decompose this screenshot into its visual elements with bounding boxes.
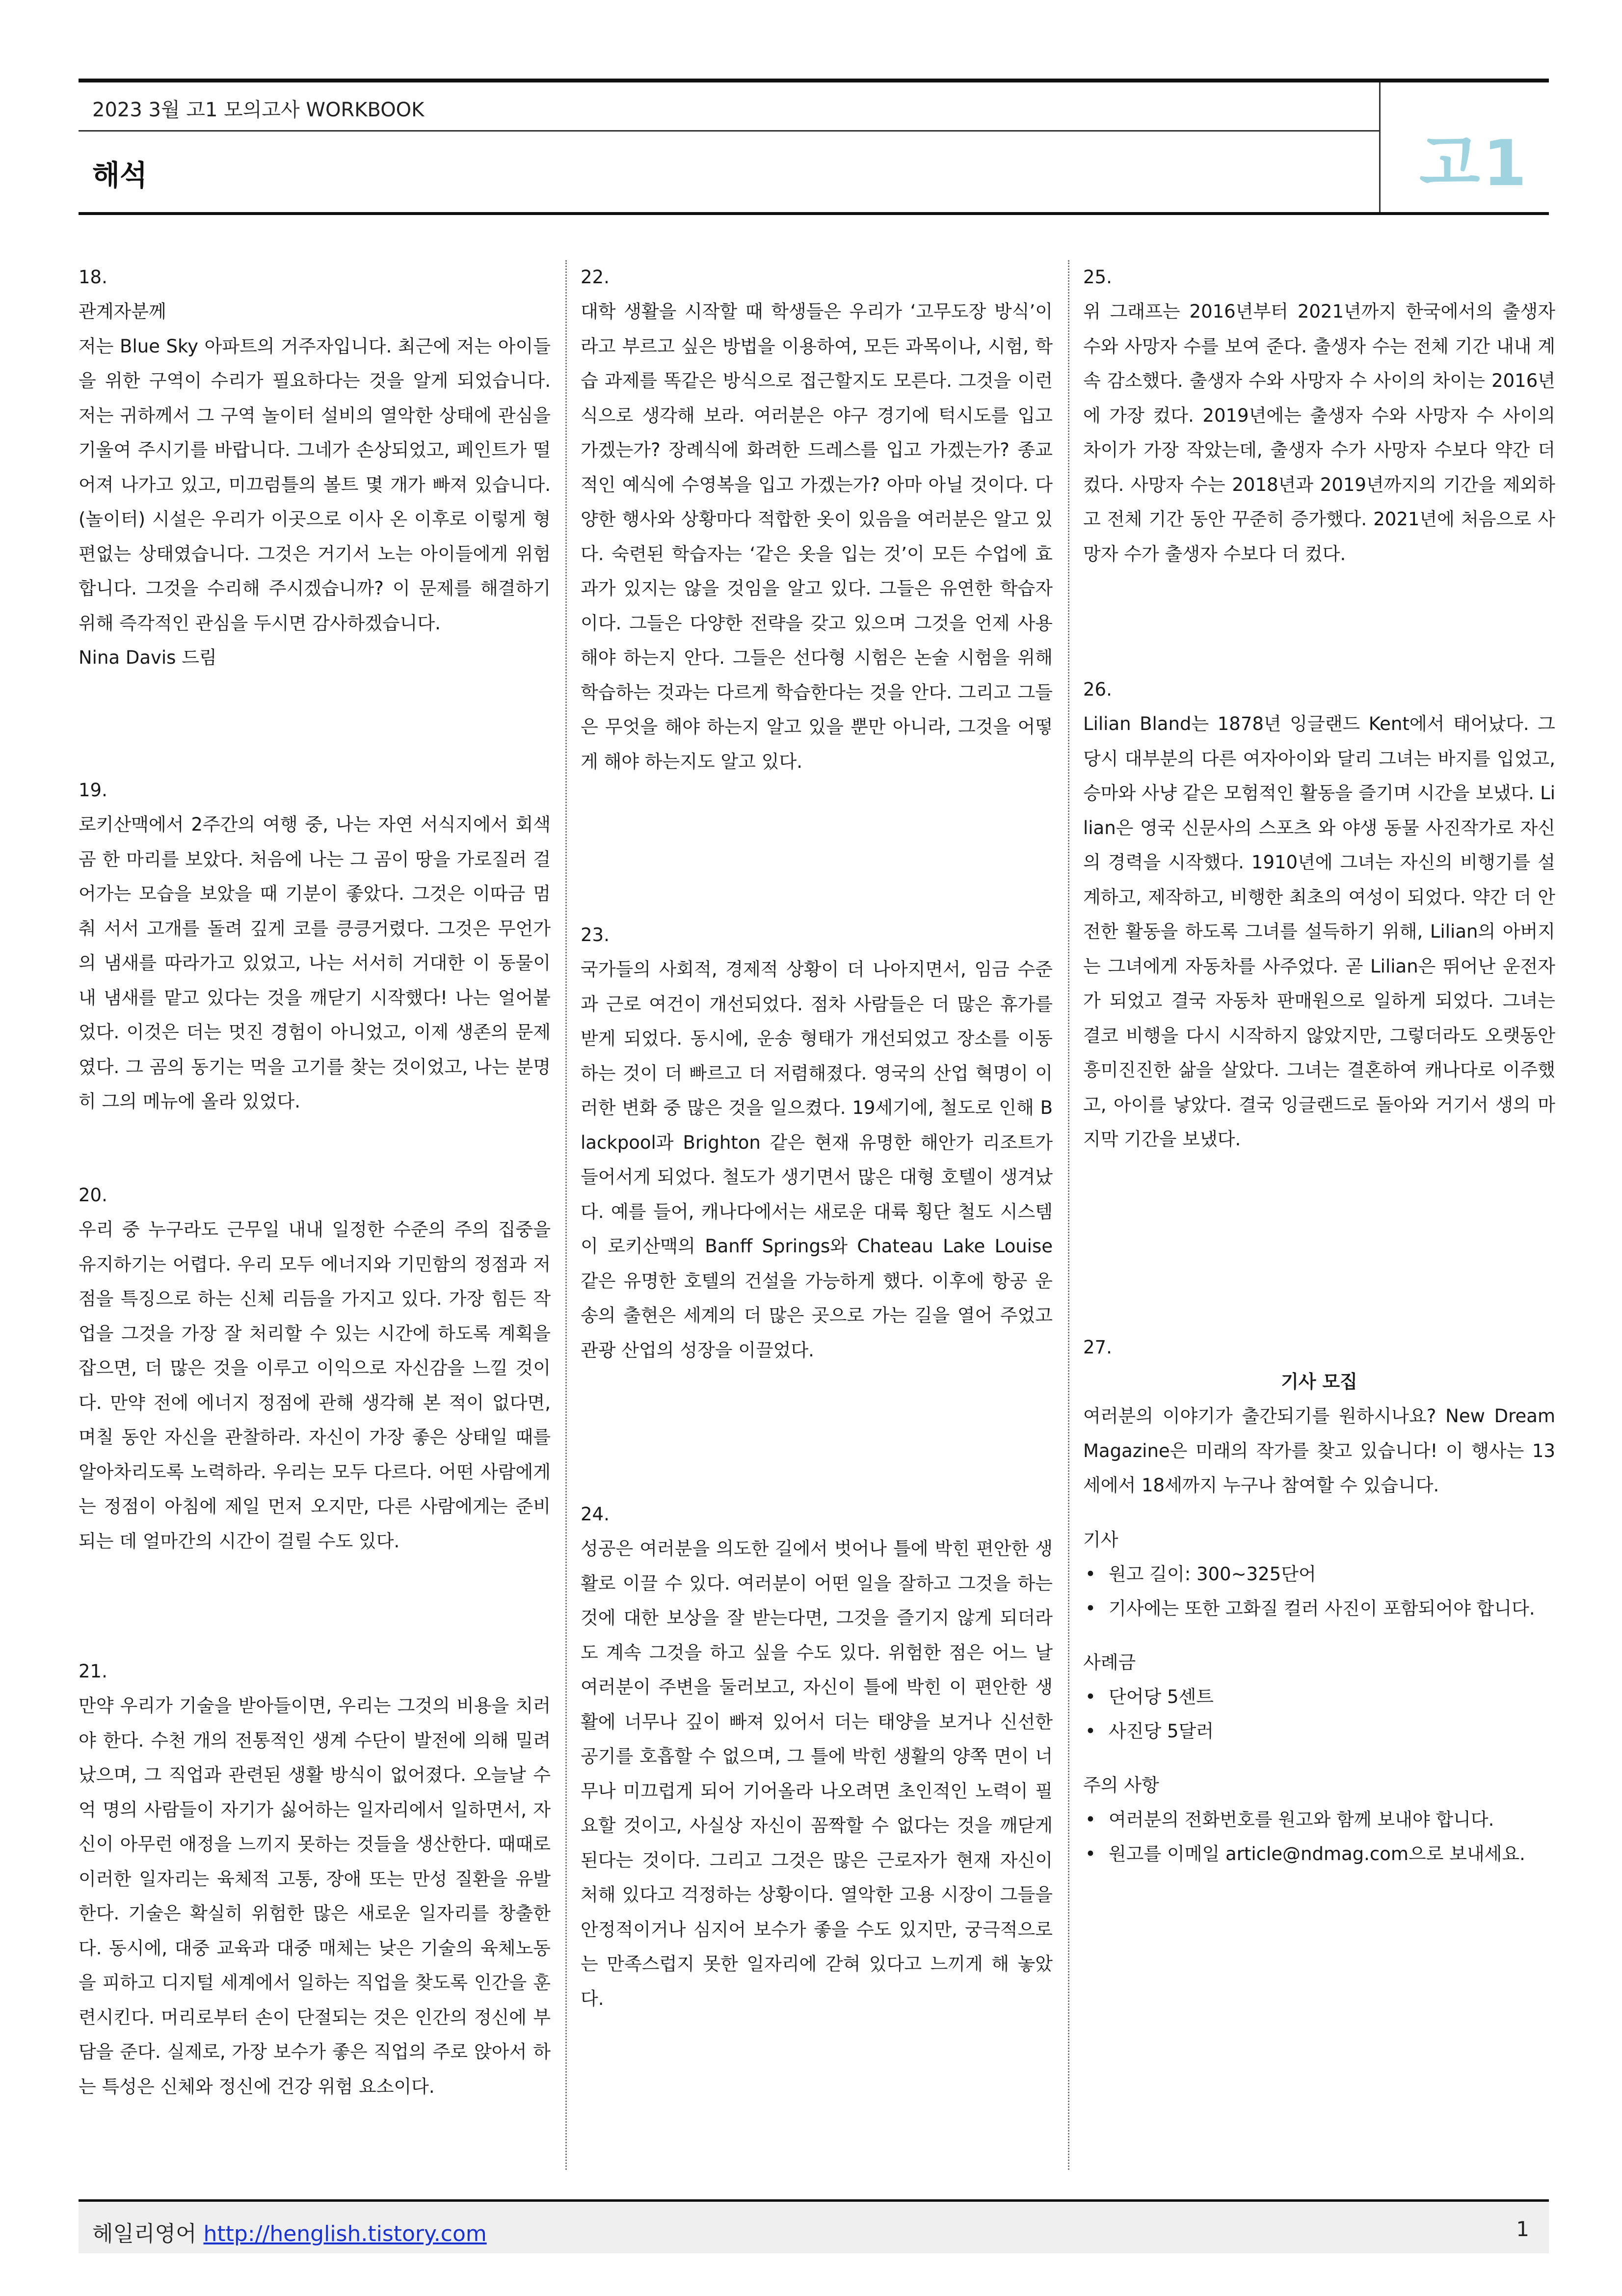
question-18	[79, 260, 551, 675]
bullet-icon: •	[1085, 1597, 1096, 1619]
question-number: 25.	[1083, 267, 1112, 288]
question-number: 24.	[581, 1504, 610, 1525]
question-text: 위 그래프는 2016년부터 2021년까지 한국에서의 출생자 수와 사망자 수를 보여 준다. 출생자 수는 전체 기간 내내 계속 감소했다. 출생자 수와 사망자 수 사이의 차이는 2016년에 가장 컸다. 2019년에는 출생자 수와 사망자 수 사이의 차이가 가장 작았는데, 출생자 수가 사망자 수보다 약간 더 컸다. 사망자 수는 2018년과 2019년까지의 기간을 제외하고 전체 기간 동안 꾸준히 증가했다. 2021년에 처음으로 사망자 수가 출생자 수보다 더 컸다.	[1083, 301, 1555, 565]
question-24	[581, 1497, 1053, 2016]
bullet-icon: •	[1085, 1843, 1096, 1864]
list-item: • 여러분의 전화번호를 원고와 함께 보내야 합니다.	[1083, 1803, 1555, 1837]
question-text: 국가들의 사회적, 경제적 상황이 더 나아지면서, 임금 수준과 근로 여건이 개선되었다. 점차 사람들은 더 많은 휴가를 받게 되었다. 동시에, 운송 형태가 개선되었고 장소를 이동하는 것이 더 빠르고 더 저렴해졌다. 영국의 산업 혁명이 이러한 변화 중 많은 것을 일으켰다. 19세기에, 철도로 인해 Blackpool과 Brighton 같은 현재 유명한 해안가 리조트가 들어서게 되었다. 철도가 생기면서 많은 대형 호텔이 생겨났다. 예를 들어, 캐나다에서는 새로운 대륙 횡단 철도 시스템이 로키산맥의 Banff Springs와 Chateau Lake Louise 같은 유명한 호텔의 건설을 가능하게 했다. 이후에 항공 운송의 출현은 세계의 더 많은 곳으로 가는 길을 열어 주었고 관광 산업의 성장을 이끌었다.	[581, 959, 1053, 1361]
salutation: 관계자분께	[79, 301, 166, 322]
bullet-icon: •	[1085, 1720, 1096, 1742]
column-divider-2	[1068, 260, 1069, 2170]
question-21	[79, 1654, 551, 2104]
page-footer	[79, 2199, 1549, 2253]
question-number: 18.	[79, 267, 107, 288]
list-item: • 원고 길이: 300~325단어	[1083, 1557, 1555, 1592]
question-26	[1083, 673, 1555, 1157]
section-title-payment: 사례금	[1083, 1651, 1136, 1673]
notes-list	[1083, 1803, 1555, 1871]
payment-list	[1083, 1680, 1555, 1749]
question-text	[79, 295, 551, 675]
header-top-rule	[79, 79, 1549, 82]
list-item: • 단어당 5센트	[1083, 1680, 1555, 1714]
bullet-icon: •	[1085, 1686, 1096, 1707]
workbook-title: 2023 3월 고1 모의고사 WORKBOOK	[92, 99, 425, 121]
question-number: 23.	[581, 924, 610, 945]
question-number: 20.	[79, 1185, 107, 1206]
question-number: 19.	[79, 780, 107, 801]
question-25	[1083, 260, 1555, 571]
question-number: 26.	[1083, 679, 1112, 700]
question-text: 성공은 여러분을 의도한 길에서 벗어나 틀에 박힌 편안한 생활로 이끌 수 있다. 여러분이 어떤 일을 잘하고 그것을 하는 것에 대한 보상을 잘 받는다면, 그것을 즐기지 않게 되더라도 계속 그것을 하고 싶을 수도 있다. 위험한 점은 어느 날 여러분이 주변을 둘러보고, 자신이 틀에 박힌 이 편안한 생활에 너무나 깊이 빠져 있어서 더는 태양을 보거나 신선한 공기를 호흡할 수 없으며, 그 틀에 박힌 생활의 양쪽 면이 너무나 미끄럽게 되어 기어올라 나오려면 초인적인 노력이 필요할 것이고, 사실상 자신이 꼼짝할 수 없다는 것을 깨닫게 된다는 것이다. 그리고 그것은 많은 근로자가 현재 자신이 처해 있다고 걱정하는 상황이다. 열악한 고용 시장이 그들을 안정적이거나 심지어 보수가 좋을 수도 있지만, 궁극적으로는 만족스럽지 못한 일자리에 갇혀 있다고 느끼게 해 놓았다.	[581, 1538, 1053, 2009]
notice-heading: 기사 모집	[1281, 1371, 1357, 1392]
question-22	[581, 260, 1053, 779]
list-item: • 기사에는 또한 고화질 컬러 사진이 포함되어야 합니다.	[1083, 1592, 1555, 1626]
question-text: 로키산맥에서 2주간의 여행 중, 나는 자연 서식지에서 회색곰 한 마리를 보았다. 처음에 나는 그 곰이 땅을 가로질러 걸어가는 모습을 보았을 때 기분이 좋았다. 그것은 이따금 멈춰 서서 고개를 돌려 깊게 코를 킁킁거렸다. 그것은 무언가의 냄새를 따라가고 있었고, 나는 서서히 거대한 이 동물이 내 냄새를 맡고 있다는 것을 깨닫기 시작했다! 나는 얼어붙었다. 이것은 더는 멋진 경험이 아니었고, 이제 생존의 문제였다. 그 곰의 동기는 먹을 고기를 찾는 것이었고, 나는 분명히 그의 메뉴에 올라 있었다.	[79, 814, 551, 1112]
question-number: 22.	[581, 267, 610, 288]
question-27	[1083, 1330, 1555, 1871]
question-23	[581, 918, 1053, 1368]
page-title: 해석	[92, 159, 148, 192]
header-bottom-rule	[79, 212, 1549, 215]
column-divider-1	[565, 260, 567, 2170]
section-title-notes: 주의 사항	[1083, 1774, 1159, 1796]
grade-label: 고1	[1419, 127, 1530, 200]
page-header	[79, 79, 1549, 215]
question-number: 27.	[1083, 1337, 1112, 1358]
footer-rule	[79, 2199, 1549, 2202]
site-link[interactable]: http://henglish.tistory.com	[203, 2221, 487, 2246]
question-text: 만약 우리가 기술을 받아들이면, 우리는 그것의 비용을 치러야 한다. 수천 개의 전통적인 생계 수단이 발전에 의해 밀려났으며, 그 직업과 관련된 생활 방식이 없어졌다. 오늘날 수억 명의 사람들이 자기가 싫어하는 일자리에서 일하면서, 자신이 아무런 애정을 느끼지 못하는 것들을 생산한다. 때때로 이러한 일자리는 육체적 고통, 장애 또는 만성 질환을 유발한다. 기술은 확실히 위험한 많은 새로운 일자리를 창출한다. 동시에, 대중 교육과 대중 매체는 낮은 기술의 육체노동을 피하고 디지털 세계에서 일하는 직업을 찾도록 인간을 훈련시킨다. 머리로부터 손이 단절되는 것은 인간의 정신에 부담을 준다. 실제로, 가장 보수가 좋은 직업의 주로 앉아서 하는 특성은 신체와 정신에 건강 위험 요소이다.	[79, 1695, 551, 2097]
notice-intro: 여러분의 이야기가 출간되기를 원하시나요? New Dream Magazine은 미래의 작가를 찾고 있습니다! 이 행사는 13세에서 18세까지 누구나 참여할 수 있습니다.	[1083, 1405, 1555, 1496]
list-item: • 원고를 이메일 article@ndmag.com으로 보내세요.	[1083, 1837, 1555, 1871]
brand-name: 헤일리영어	[92, 2221, 197, 2246]
header-divider	[1379, 82, 1381, 212]
question-text: Lilian Bland는 1878년 잉글랜드 Kent에서 태어났다. 그 당시 대부분의 다른 여자아이와 달리 그녀는 바지를 입었고, 승마와 사냥 같은 모험적인 활동을 즐기며 시간을 보냈다. Lilian은 영국 신문사의 스포츠 와 야생 동물 사진작가로 자신의 경력을 시작했다. 1910년에 그녀는 자신의 비행기를 설계하고, 제작하고, 비행한 최초의 여성이 되었다. 약간 더 안전한 활동을 하도록 그녀를 설득하기 위해, Lilian의 아버지는 그녀에게 자동차를 사주었다. 곧 Lilian은 뛰어난 운전자가 되었고 결국 자동차 판매원으로 일하게 되었다. 그녀는 결코 비행을 다시 시작하지 않았지만, 그렇더라도 오랫동안 흥미진진한 삶을 살았다. 그녀는 결혼하여 캐나다로 이주했고, 아이를 낳았다. 결국 잉글랜드로 돌아와 거기서 생의 마지막 기간을 보냈다.	[1083, 713, 1555, 1150]
bullet-icon: •	[1085, 1563, 1096, 1585]
question-20	[79, 1178, 551, 1559]
question-text: 우리 중 누구라도 근무일 내내 일정한 수준의 주의 집중을 유지하기는 어렵다. 우리 모두 에너지와 기민함의 정점과 저점을 특징으로 하는 신체 리듬을 가지고 있다. 가장 힘든 작업을 그것을 가장 잘 처리할 수 있는 시간에 하도록 계획을 잡으면, 더 많은 것을 이루고 이익으로 자신감을 느낄 것이다. 만약 전에 에너지 정점에 관해 생각해 본 적이 없다면, 며칠 동안 자신을 관찰하라. 자신이 가장 좋은 상태일 때를 알아차리도록 노력하라. 우리는 모두 다르다. 어떤 사람에게는 정점이 아침에 제일 먼저 오지만, 다른 사람에게는 준비되는 데 얼마간의 시간이 걸릴 수도 있다.	[79, 1219, 551, 1552]
page-number: 1	[1516, 2217, 1529, 2241]
header-middle-rule	[79, 130, 1379, 132]
signature-line: Nina Davis 드림	[79, 647, 217, 668]
question-text: 대학 생활을 시작할 때 학생들은 우리가 ‘고무도장 방식’이라고 부르고 싶은 방법을 이용하여, 모든 과목이나, 시험, 학습 과제를 똑같은 방식으로 접근할지도 모른다. 그것을 이런 식으로 생각해 보라. 여러분은 야구 경기에 턱시도를 입고 가겠는가? 장례식에 화려한 드레스를 입고 가겠는가? 종교적인 예식에 수영복을 입고 가겠는가? 아마 아닐 것이다. 다양한 행사와 상황마다 적합한 옷이 있음을 여러분은 알고 있다. 숙련된 학습자는 ‘같은 옷을 입는 것’이 모든 수업에 효과가 있지는 않을 것임을 알고 있다. 그들은 유연한 학습자이다. 그들은 다양한 전략을 갖고 있으며 그것을 언제 사용해야 하는지 안다. 그들은 선다형 시험은 논술 시험을 위해 학습하는 것과는 다르게 학습한다는 것을 안다. 그리고 그들은 무엇을 해야 하는지 알고 있을 뿐만 아니라, 그것을 어떻게 해야 하는지도 알고 있다.	[581, 301, 1053, 772]
section-title-article: 기사	[1083, 1529, 1118, 1550]
question-19	[79, 773, 551, 1119]
list-item: • 사진당 5달러	[1083, 1714, 1555, 1749]
footer-brand	[92, 2216, 487, 2247]
question-number: 21.	[79, 1661, 107, 1682]
bullet-icon: •	[1085, 1809, 1096, 1830]
letter-body: 저는 Blue Sky 아파트의 거주자입니다. 최근에 저는 아이들을 위한 구역이 수리가 필요하다는 것을 알게 되었습니다. 저는 귀하께서 그 구역 놀이터 설비의 열악한 상태에 관심을 기울여 주시기를 바랍니다. 그네가 손상되었고, 페인트가 떨어져 나가고 있고, 미끄럼틀의 볼트 몇 개가 빠져 있습니다. (놀이터) 시설은 우리가 이곳으로 이사 온 이후로 이렇게 형편없는 상태였습니다. 그것은 거기서 노는 아이들에게 위험합니다. 그것을 수리해 주시겠습니까? 이 문제를 해결하기 위해 즉각적인 관심을 두시면 감사하겠습니다.	[79, 335, 551, 634]
article-list	[1083, 1557, 1555, 1626]
